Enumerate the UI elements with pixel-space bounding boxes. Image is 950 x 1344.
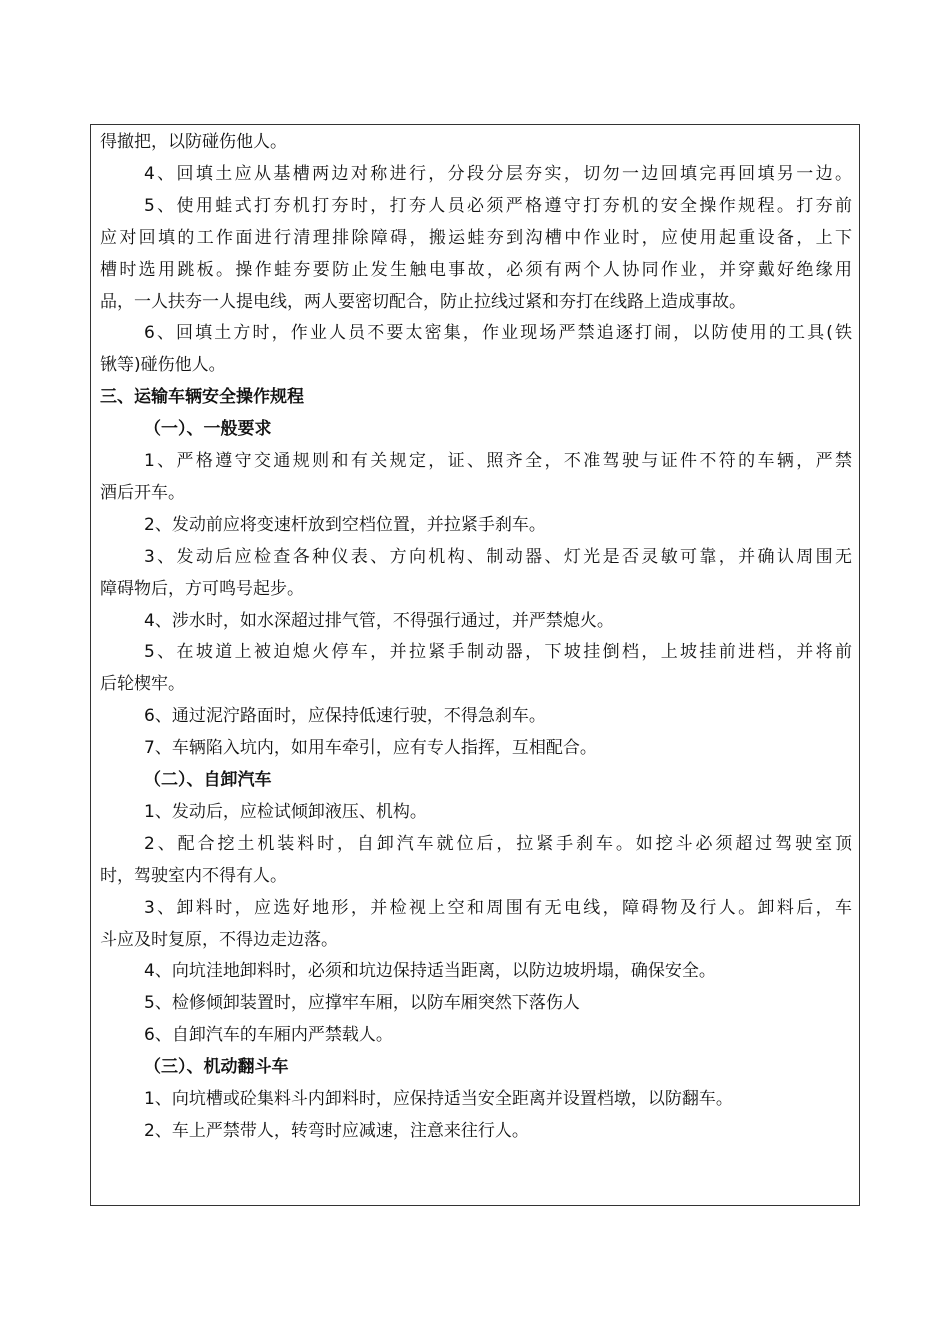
text-line: 4、回填土应从基槽两边对称进行，分段分层夯实，切勿一边回填完再回填另一边。 (144, 163, 852, 184)
text-line: 1、向坑槽或砼集料斗内卸料时，应保持适当安全距离并设置档墩，以防翻车。 (144, 1089, 733, 1109)
text-line: 6、回填土方时，作业人员不要太密集，作业现场严禁追逐打闹，以防使用的工具(铁 (144, 323, 852, 344)
text-line: 3、发动后应检查各种仪表、方向机构、制动器、灯光是否灵敏可靠，并确认周围无 (144, 546, 852, 567)
text-line: 6、通过泥泞路面时，应保持低速行驶，不得急刹车。 (144, 706, 546, 727)
text-line: 4、涉水时，如水深超过排气管，不得强行通过，并严禁熄火。 (144, 610, 614, 631)
text-line: 槽时选用跳板。操作蛙夯要防止发生触电事故，必须有两个人协同作业，并穿戴好绝缘用 (100, 259, 852, 280)
text-line: 酒后开车。 (100, 482, 185, 503)
text-line: 2、配合挖土机装料时，自卸汽车就位后，拉紧手刹车。如挖斗必须超过驾驶室顶 (144, 833, 852, 854)
text-line: 得撤把，以防碰伤他人。 (100, 132, 287, 152)
text-line: 后轮楔牢。 (100, 674, 185, 695)
text-line: 障碍物后，方可鸣号起步。 (100, 578, 304, 599)
text-line: 3、卸料时，应选好地形，并检视上空和周围有无电线，障碍物及行人。卸料后，车 (144, 897, 852, 918)
text-line: 2、发动前应将变速杆放到空档位置，并拉紧手刹车。 (144, 514, 546, 535)
text-line: 品，一人扶夯一人提电线，两人要密切配合，防止拉线过紧和夯打在线路上造成事故。 (100, 291, 746, 312)
text-line: 5、在坡道上被迫熄火停车，并拉紧手制动器，下坡挂倒档，上坡挂前进档，并将前 (144, 642, 852, 663)
text-line: 斗应及时复原，不得边走边落。 (100, 929, 338, 950)
text-line: 1、严格遵守交通规则和有关规定，证、照齐全，不准驾驶与证件不符的车辆，严禁 (144, 451, 852, 471)
text-line: 5、检修倾卸装置时，应撑牢车厢，以防车厢突然下落伤人 (144, 993, 580, 1014)
text-line: 2、车上严禁带人，转弯时应减速，注意来往行人。 (144, 1120, 529, 1141)
text-line: 锹等)碰伤他人。 (100, 355, 226, 376)
section-heading: 三、运输车辆安全操作规程 (100, 387, 304, 408)
text-line: 7、车辆陷入坑内，如用车牵引，应有专人指挥，互相配合。 (144, 738, 597, 759)
subsection-heading: （三）、机动翻斗车 (144, 1057, 289, 1078)
text-line: 5、使用蛙式打夯机打夯时，打夯人员必须严格遵守打夯机的安全操作规程。打夯前 (144, 195, 852, 216)
text-line: 6、自卸汽车的车厢内严禁载人。 (144, 1025, 393, 1046)
text-line: 时，驾驶室内不得有人。 (100, 865, 287, 886)
text-line: 4、向坑洼地卸料时，必须和坑边保持适当距离，以防边坡坍塌，确保安全。 (144, 961, 716, 982)
text-line: 1、发动后，应检试倾卸液压、机构。 (144, 801, 427, 822)
subsection-heading: （一）、一般要求 (144, 419, 272, 440)
text-line: 应对回填的工作面进行清理排除障碍，搬运蛙夯到沟槽中作业时，应使用起重设备，上下 (100, 227, 852, 248)
subsection-heading: （二）、自卸汽车 (144, 770, 272, 790)
